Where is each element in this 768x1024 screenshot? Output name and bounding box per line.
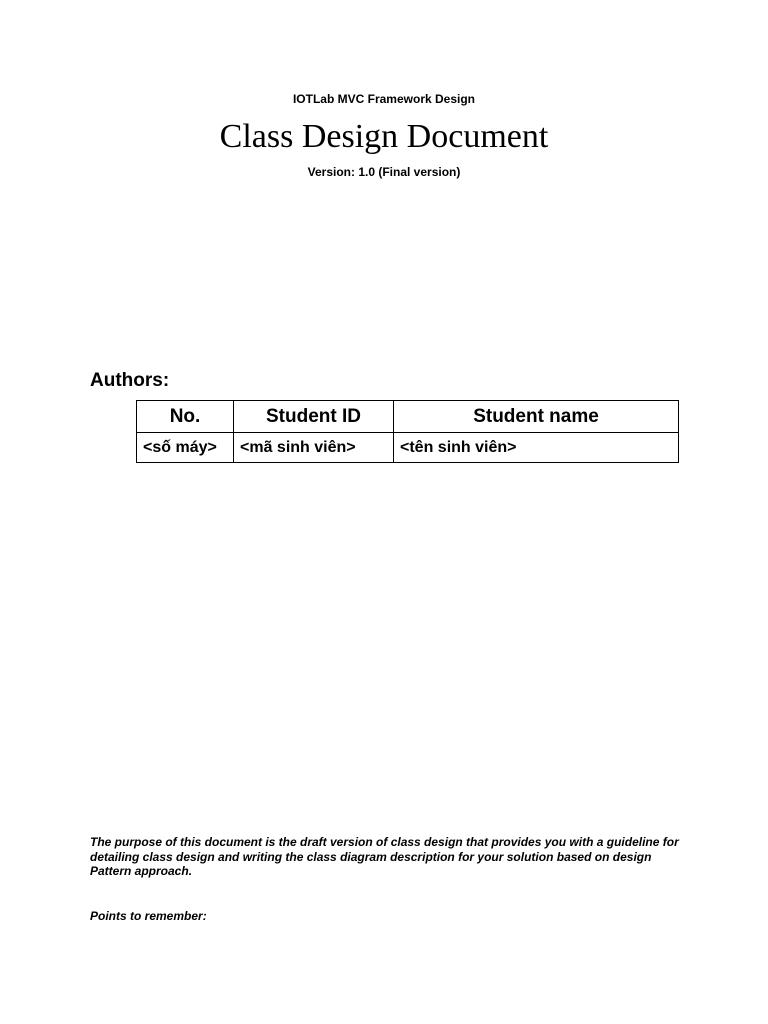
document-version: Version: 1.0 (Final version)	[307, 165, 461, 179]
points-heading: Points to remember:	[90, 909, 207, 923]
cell-no: <số máy>	[137, 433, 234, 463]
column-header-no: No.	[137, 401, 234, 433]
document-subtitle: IOTLab MVC Framework Design	[292, 92, 476, 106]
column-header-student-name: Student name	[394, 401, 679, 433]
table-header-row	[137, 401, 679, 433]
document-title: Class Design Document	[219, 118, 549, 155]
cell-student-name: <tên sinh viên>	[394, 433, 679, 463]
column-header-student-id: Student ID	[234, 401, 394, 433]
authors-table	[136, 400, 679, 463]
cell-student-id: <mã sinh viên>	[234, 433, 394, 463]
table-row	[137, 433, 679, 463]
purpose-paragraph: The purpose of this document is the draft version of class design that provides you with a guideline for detailing class design and writing the class diagram description for your solution based on design Pattern approach.	[90, 835, 679, 878]
authors-heading: Authors:	[90, 370, 170, 391]
